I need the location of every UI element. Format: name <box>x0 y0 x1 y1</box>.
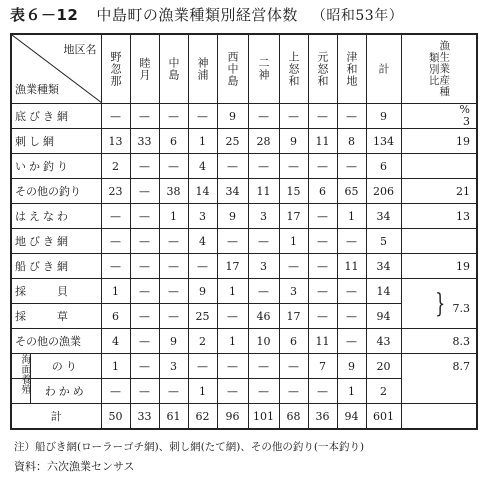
table-cell: 3 <box>279 279 308 304</box>
table-year: （昭和53年） <box>311 8 404 24</box>
table-cell: 11 <box>308 129 337 154</box>
table-cell: 10 <box>248 329 279 354</box>
table-cell: — <box>337 279 366 304</box>
fishery-table <box>10 33 478 430</box>
column-header-label: 二神 <box>257 57 270 81</box>
table-cell: 2 <box>188 329 217 354</box>
ratio-cell: 19 <box>401 254 477 279</box>
ratio-cell: 13 <box>401 204 477 229</box>
column-header <box>308 34 337 104</box>
row-label: 底びき網 <box>11 104 101 129</box>
table-cell: — <box>308 304 337 329</box>
table-cell: 8 <box>337 129 366 154</box>
row-label: その他の漁業 <box>11 329 101 354</box>
table-cell: 1 <box>159 204 188 229</box>
table-cell: — <box>337 329 366 354</box>
ratio-cell: 21 <box>401 179 477 204</box>
table-cell: — <box>101 104 130 129</box>
column-header <box>101 34 130 104</box>
ratio-cell: 19 <box>401 129 477 154</box>
column-header <box>337 34 366 104</box>
table-cell: 50 <box>101 404 130 430</box>
table-cell: 3 <box>188 204 217 229</box>
footnote: 注）船びき網(ローラーゴチ網)、刺し網(たて網)、その他の釣り(一本釣り) <box>14 441 365 453</box>
table-cell: — <box>130 204 159 229</box>
column-header-label: 神浦 <box>196 57 209 81</box>
table-cell: 1 <box>101 279 130 304</box>
row-sublabel: わかめ <box>44 385 87 399</box>
table-cell: — <box>248 379 279 404</box>
table-cell: — <box>159 229 188 254</box>
table-cell: 6 <box>101 304 130 329</box>
table-cell: 68 <box>279 404 308 430</box>
table-row <box>11 279 477 304</box>
ratio-value: % 3 <box>459 103 470 129</box>
page-title <box>10 4 480 30</box>
table-cell: 101 <box>248 404 279 430</box>
column-header-label: 西中島 <box>226 51 239 87</box>
table-cell: 9 <box>279 129 308 154</box>
table-cell: 17 <box>279 204 308 229</box>
table-body <box>11 104 477 430</box>
table-cell: 62 <box>188 404 217 430</box>
table-cell: — <box>130 154 159 179</box>
table-cell: 14 <box>188 179 217 204</box>
table-cell: — <box>279 379 308 404</box>
ratio-cell <box>401 279 477 329</box>
table-cell: 11 <box>248 179 279 204</box>
row-label: 採 貝 <box>11 279 101 304</box>
table-cell: — <box>308 229 337 254</box>
table-cell: — <box>337 229 366 254</box>
table-cell: — <box>101 379 130 404</box>
table-cell: 9 <box>217 204 248 229</box>
column-header-label: 計 <box>377 63 390 75</box>
table-cell: 2 <box>101 154 130 179</box>
column-header <box>217 34 248 104</box>
table-cell: — <box>130 279 159 304</box>
row-label: 刺し網 <box>11 129 101 154</box>
table-cell: 3 <box>248 254 279 279</box>
table-cell: — <box>308 204 337 229</box>
column-header <box>159 34 188 104</box>
table-cell: 25 <box>217 129 248 154</box>
table-cell: 206 <box>366 179 401 204</box>
table-row <box>11 179 477 204</box>
column-header-label: 中島 <box>167 57 180 81</box>
table-cell: 4 <box>188 229 217 254</box>
table-cell: 9 <box>366 104 401 129</box>
table-cell: 23 <box>101 179 130 204</box>
table-cell: 6 <box>308 179 337 204</box>
table-cell: — <box>188 104 217 129</box>
table-cell: 17 <box>279 304 308 329</box>
table-cell: — <box>337 104 366 129</box>
table-cell: — <box>159 279 188 304</box>
group-label: 海面養殖 <box>19 354 30 395</box>
table-cell: 3 <box>159 354 188 379</box>
table-cell: 34 <box>366 254 401 279</box>
row-label: その他の釣り <box>11 179 101 204</box>
brace-icon: } <box>435 288 446 319</box>
table-number: 表６－12 <box>10 6 79 24</box>
corner-label-fishery-type: 漁業種類 <box>15 83 59 96</box>
table-cell: 1 <box>217 329 248 354</box>
ratio-cell <box>401 104 477 129</box>
row-label: 船びき網 <box>11 254 101 279</box>
column-header <box>366 34 401 104</box>
column-header <box>401 34 477 104</box>
table-cell: — <box>159 154 188 179</box>
table-cell: 134 <box>366 129 401 154</box>
table-cell: — <box>217 354 248 379</box>
header-row <box>11 34 477 104</box>
table-cell: 34 <box>217 179 248 204</box>
table-cell: 7 <box>308 354 337 379</box>
table-cell: 28 <box>248 129 279 154</box>
table-cell: 1 <box>188 129 217 154</box>
table-cell: 15 <box>279 179 308 204</box>
row-label: 採 草 <box>11 304 101 329</box>
table-cell: 25 <box>188 304 217 329</box>
table-cell: — <box>159 104 188 129</box>
table-cell: — <box>337 154 366 179</box>
table-cell: 9 <box>188 279 217 304</box>
table-cell: — <box>101 204 130 229</box>
table-cell: 9 <box>337 354 366 379</box>
table-cell: — <box>217 379 248 404</box>
table-cell: 1 <box>337 204 366 229</box>
table-cell: — <box>248 154 279 179</box>
table-row <box>11 104 477 129</box>
table-cell: — <box>130 329 159 354</box>
table-cell: 4 <box>101 329 130 354</box>
table-cell: — <box>308 379 337 404</box>
header-corner <box>11 34 101 104</box>
table-row <box>11 329 477 354</box>
table-cell: — <box>101 254 130 279</box>
table-cell: 43 <box>366 329 401 354</box>
table-cell: 1 <box>188 379 217 404</box>
table-cell: 9 <box>217 104 248 129</box>
column-header <box>248 34 279 104</box>
row-label: 計 <box>11 404 101 430</box>
table-row <box>11 254 477 279</box>
table-cell: — <box>308 254 337 279</box>
table-cell: — <box>279 254 308 279</box>
column-header-label: 睦月 <box>138 57 151 81</box>
row-sublabel: のり <box>51 360 80 374</box>
table-cell: 601 <box>366 404 401 430</box>
table-cell: — <box>130 254 159 279</box>
table-row <box>11 354 477 379</box>
table-cell: — <box>279 154 308 179</box>
table-cell: 36 <box>308 404 337 430</box>
table-cell: — <box>217 304 248 329</box>
table-cell: — <box>101 229 130 254</box>
table-cell: 14 <box>366 279 401 304</box>
table-cell: — <box>308 279 337 304</box>
ratio-cell: 8.7 <box>401 354 477 404</box>
column-header <box>188 34 217 104</box>
table-cell: — <box>130 229 159 254</box>
ratio-cell <box>401 229 477 254</box>
table-cell: — <box>337 304 366 329</box>
column-header-label: 野忽那 <box>109 51 122 87</box>
table-row <box>11 129 477 154</box>
table-cell: 6 <box>159 129 188 154</box>
table-cell: 5 <box>366 229 401 254</box>
table-cell: 65 <box>337 179 366 204</box>
table-cell: 6 <box>366 154 401 179</box>
column-header-label: 津和地 <box>345 51 358 87</box>
table-cell: 46 <box>248 304 279 329</box>
table-cell: 17 <box>217 254 248 279</box>
table-cell: 3 <box>248 204 279 229</box>
table-cell: 61 <box>159 404 188 430</box>
table-cell: — <box>159 304 188 329</box>
table-cell: 96 <box>217 404 248 430</box>
table-cell: 94 <box>337 404 366 430</box>
row-label: 地びき網 <box>11 229 101 254</box>
total-row <box>11 404 477 430</box>
row-label: はえなわ <box>11 204 101 229</box>
table-cell: 1 <box>279 229 308 254</box>
table-cell: 1 <box>101 354 130 379</box>
row-label: いか釣り <box>11 154 101 179</box>
table-cell: 1 <box>337 379 366 404</box>
table-cell: — <box>130 104 159 129</box>
table-cell: 1 <box>217 279 248 304</box>
table-cell: — <box>217 154 248 179</box>
table-cell: 94 <box>366 304 401 329</box>
ratio-cell <box>401 154 477 179</box>
column-header <box>130 34 159 104</box>
table-cell: — <box>130 304 159 329</box>
table-cell: — <box>248 279 279 304</box>
table-cell: — <box>159 379 188 404</box>
table-cell: — <box>279 104 308 129</box>
table-cell: — <box>130 179 159 204</box>
table-cell: — <box>248 354 279 379</box>
column-header-label: 漁生業産種類別比 <box>427 40 451 98</box>
table-cell: — <box>188 354 217 379</box>
column-header <box>279 34 308 104</box>
table-cell: 34 <box>366 204 401 229</box>
table-cell: — <box>130 354 159 379</box>
table-cell: 38 <box>159 179 188 204</box>
table-cell: — <box>217 229 248 254</box>
table-cell: — <box>308 104 337 129</box>
table-title: 中島町の漁業種類別経営体数 <box>96 6 298 24</box>
table-cell: — <box>188 254 217 279</box>
ratio-value: 7.3 <box>452 301 470 315</box>
table-cell: — <box>159 254 188 279</box>
table-cell: 33 <box>130 129 159 154</box>
table-row <box>11 154 477 179</box>
column-header-label: 上怒和 <box>287 51 300 87</box>
table-cell: 13 <box>101 129 130 154</box>
table-cell: — <box>308 154 337 179</box>
corner-label-district: 地区名 <box>63 43 97 56</box>
table-cell: — <box>130 379 159 404</box>
table-cell: — <box>248 229 279 254</box>
ratio-cell <box>401 404 477 430</box>
table-cell: — <box>248 104 279 129</box>
column-header-label: 元怒和 <box>316 51 329 87</box>
table-cell: 6 <box>279 329 308 354</box>
table-cell: 20 <box>366 354 401 379</box>
table-cell: 2 <box>366 379 401 404</box>
table-row <box>11 229 477 254</box>
table-cell: 9 <box>159 329 188 354</box>
table-cell: 4 <box>188 154 217 179</box>
table-cell: — <box>279 354 308 379</box>
table-cell: 11 <box>337 254 366 279</box>
table-cell: 33 <box>130 404 159 430</box>
table-row <box>11 204 477 229</box>
table-cell: 11 <box>308 329 337 354</box>
source-note: 資料：六次漁業センサス <box>14 460 135 473</box>
ratio-cell: 8.3 <box>401 329 477 354</box>
